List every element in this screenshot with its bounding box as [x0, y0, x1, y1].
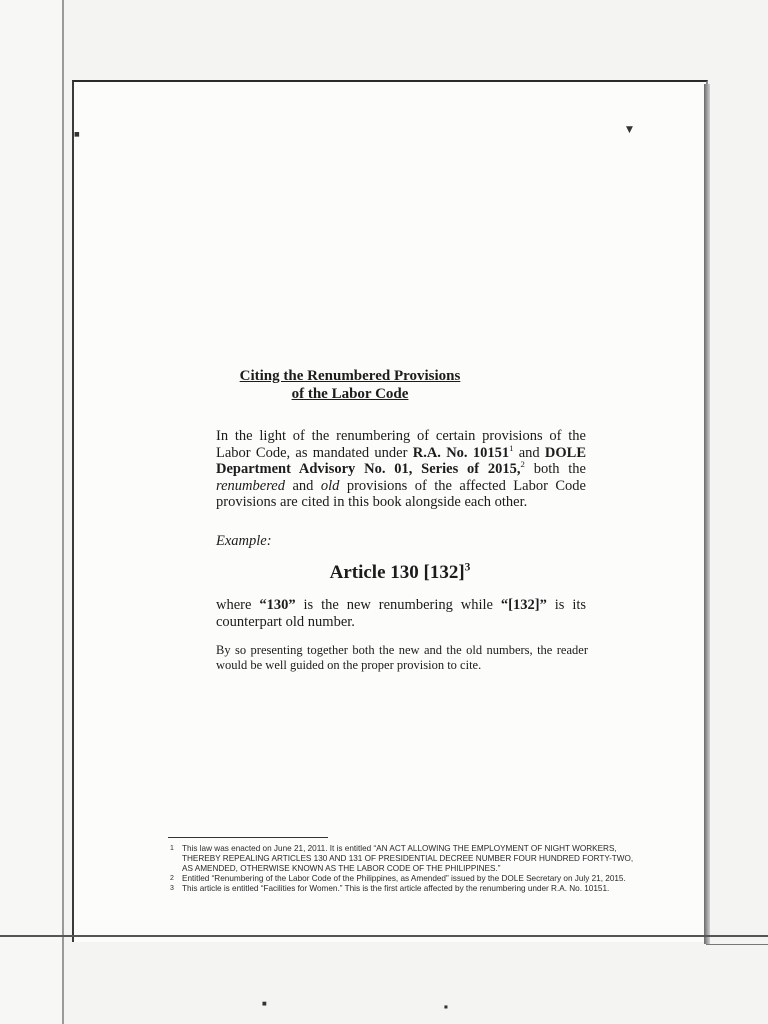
footnote-3: 3 This article is entitled “Facilities for Women.” This is the first article affected by the renumbering under R.A. No. 10151.	[170, 884, 610, 893]
dole-reference: DOLE Department Advisory No. 01, Series of 2015,	[216, 444, 587, 477]
footnote-separator	[168, 837, 328, 838]
old-number: “[132]”	[500, 597, 547, 613]
scan-speck: ■	[444, 1004, 448, 1009]
footnotes	[170, 844, 640, 894]
ra-reference: R.A. No. 10151	[412, 444, 510, 461]
intro-paragraph: In the light of the renumbering of certain provisions of the Labor Code, as mandated under R.A. No. 10151$^1$ and DOLE Department Advisory No. 01, Series of 2015,$^2$ both the renumbered and old provisions of the affected Labor Code provisions are cited in this book alongside each other.	[216, 428, 587, 510]
scan-speck: ▼	[626, 125, 633, 135]
page-edge-shadow	[704, 84, 710, 944]
footnote-1: 1 This law was enacted on June 21, 2011. It is entitled “AN ACT ALLOWING THE EMPLOYMENT OF NIGHT WORKERS, THEREBY REPEALING ARTICLES 130 AND 131 OF PRESIDENTIAL DECREE NUMBER FOUR HUNDRED FORTY-TWO, AS AMENDED, OTHERWISE KNOWN AS THE LABOR CODE OF THE PHILIPPINES.”	[170, 844, 634, 873]
footnote-2: 2 Entitled “Renumbering of the Labor Code of the Philippines, as Amended” issued by the DOLE Secretary on July 21, 2015.	[170, 874, 626, 883]
scan-bottom-right-edge	[706, 944, 768, 945]
scan-speck: ■	[262, 1001, 267, 1007]
explanation-paragraph: where “130” is the new renumbering while “[132]” is its counterpart old number.	[216, 597, 587, 630]
page-title-line2: of the Labor Code	[291, 386, 409, 402]
scan-speck: ■	[74, 131, 80, 138]
scan-bottom-edge	[0, 935, 768, 937]
footnote-ref-3: 3	[464, 561, 471, 574]
new-number: “130”	[259, 597, 296, 613]
adjacent-page	[0, 0, 62, 1024]
article-example: Article 130 $[132]^3$	[329, 561, 471, 583]
footnote-ref-2: 2	[520, 459, 525, 470]
closing-paragraph: By so presenting together both the new and the old numbers, the reader would be well guided on the proper provision to cite.	[216, 643, 588, 672]
document-page	[72, 80, 708, 942]
page-gutter-line	[62, 0, 64, 1024]
footnote-ref-1: 1	[509, 442, 514, 453]
page-title-line1: Citing the Renumbered Provisions	[239, 368, 461, 384]
example-label: Example:	[216, 533, 272, 549]
